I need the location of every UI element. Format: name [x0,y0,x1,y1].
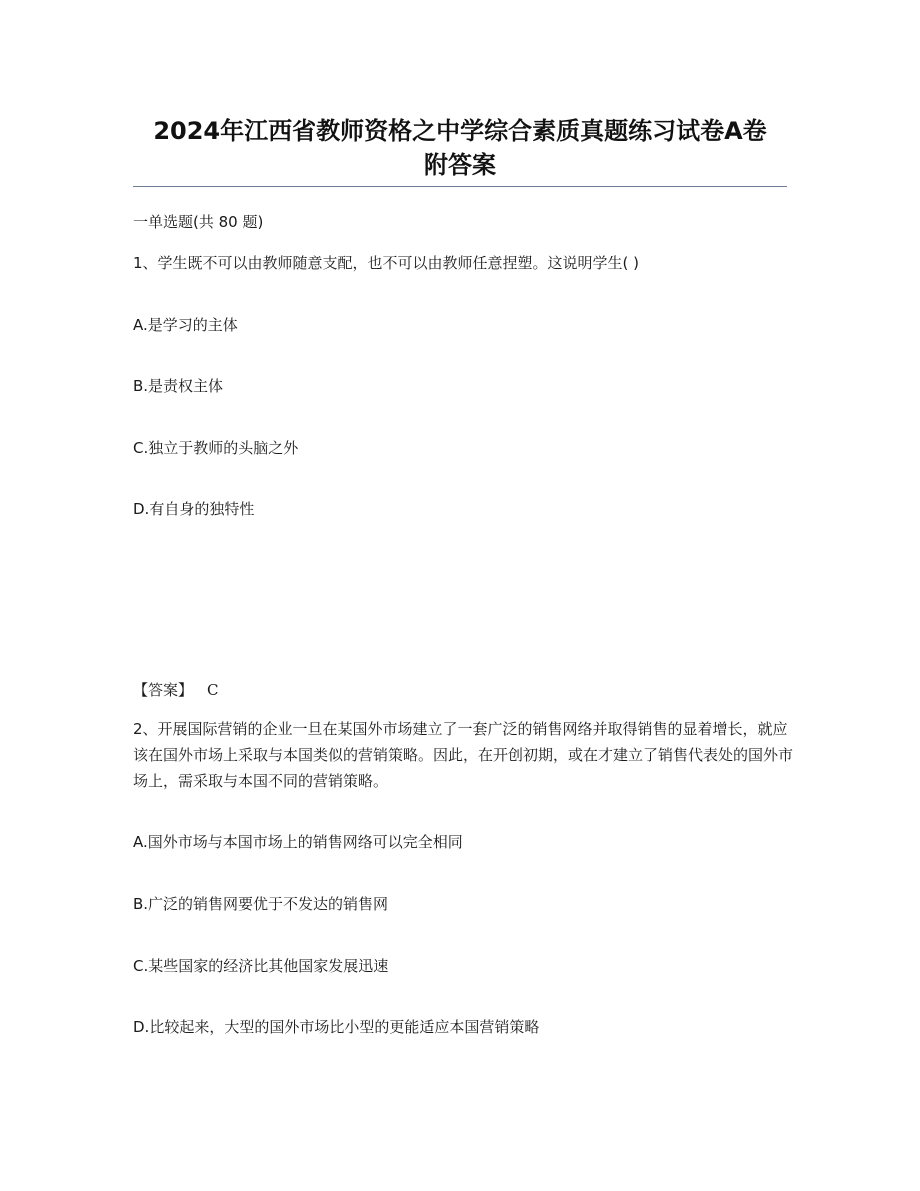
question-2-stem: 2、开展国际营销的企业一旦在某国外市场建立了一套广泛的销售网络并取得销售的显着增长，就应该在国外市场上采取与本国类似的营销策略。因此，在开创初期，或在才建立了销售代表处的国外市场上，需采取与本国不同的营销策略。 [133,720,794,790]
question-2-option-a: A.国外市场与本国市场上的销售网络可以完全相同 [133,833,463,851]
question-1-option-c: C.独立于教师的头脑之外 [133,439,299,457]
answer-label: 【答案】 [133,681,194,699]
question-2-option-c: C.某些国家的经济比其他国家发展迅速 [133,957,389,975]
document-title [133,114,787,182]
question-1-option-b: B.是责权主体 [133,377,224,395]
question-2-option-b: B.广泛的销售网要优于不发达的销售网 [133,895,389,913]
answer-value: C [207,681,219,699]
question-1-stem: 1、学生既不可以由教师随意支配，也不可以由教师任意捏塑。这说明学生( ) [133,254,640,272]
title-line-2: 附答案 [424,151,496,179]
question-1-option-a: A.是学习的主体 [133,316,238,334]
question-1-option-d: D.有自身的独特性 [133,500,255,518]
title-line-1: 2024年江西省教师资格之中学综合素质真题练习试卷A卷 [153,117,767,145]
question-1-answer [133,679,219,701]
title-divider [133,186,787,187]
question-2-option-d: D.比较起来，大型的国外市场比小型的更能适应本国营销策略 [133,1018,540,1036]
section-label: 一单选题(共 80 题) [133,213,264,231]
